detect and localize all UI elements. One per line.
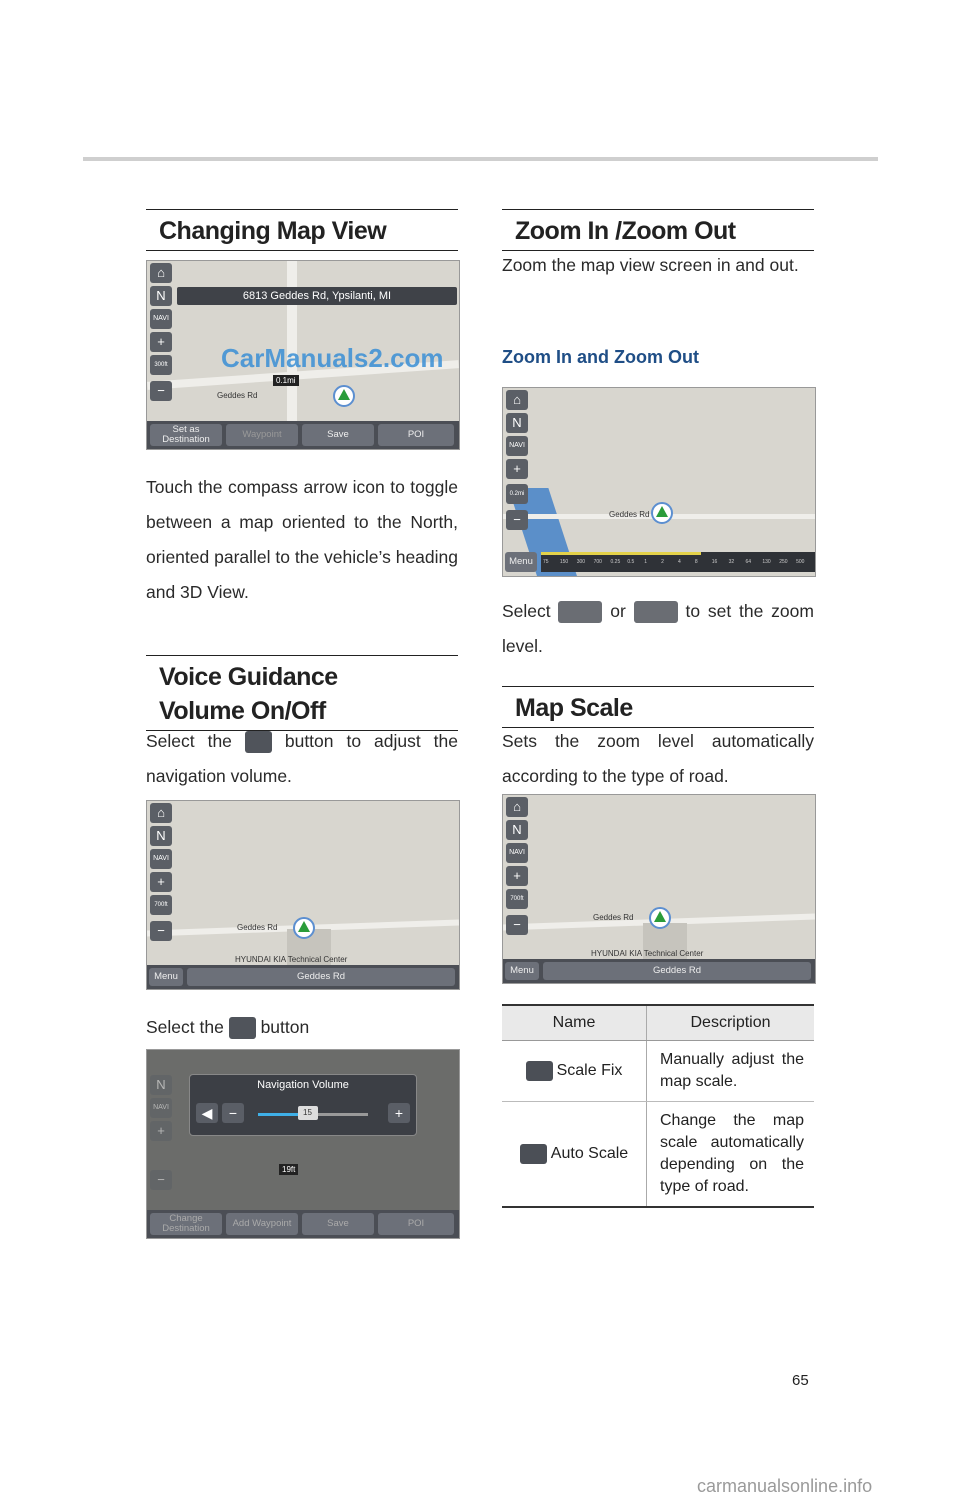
menu-button[interactable]: Menu xyxy=(149,968,183,986)
title-line2: Volume On/Off xyxy=(159,697,326,725)
volume-slider[interactable] xyxy=(258,1108,368,1117)
scale-tick[interactable]: 75 xyxy=(543,559,549,565)
table-row xyxy=(502,1041,814,1102)
waypoint-button[interactable]: Waypoint xyxy=(226,424,298,446)
table-row xyxy=(502,1102,814,1208)
text: or xyxy=(610,601,626,621)
vehicle-arrow-icon xyxy=(293,917,315,939)
navi-volume-icon[interactable]: NAVI xyxy=(150,309,172,329)
scale-icon[interactable]: 300ft xyxy=(150,355,172,375)
poi-button[interactable]: POI xyxy=(378,1213,454,1235)
footer-watermark: carmanualsonline.info xyxy=(697,1476,873,1496)
menu-button[interactable]: Menu xyxy=(505,552,537,572)
text: button to adjust the navigation volume. xyxy=(146,731,458,786)
scale-tick[interactable]: 32 xyxy=(728,559,735,565)
text: Select the xyxy=(146,1017,224,1037)
home-icon[interactable]: ⌂ xyxy=(506,390,528,410)
volume-down-button[interactable]: − xyxy=(222,1103,244,1123)
table-cell-name xyxy=(502,1102,647,1208)
scale-tick[interactable]: 250 xyxy=(779,559,788,565)
volume-map-screenshot xyxy=(146,800,460,990)
speaker-icon[interactable]: ◀ xyxy=(196,1103,218,1123)
distance-label: 0.1mi xyxy=(273,375,299,386)
menu-button[interactable]: Menu xyxy=(505,962,539,980)
zoom-out-icon[interactable]: − xyxy=(150,381,172,401)
change-destination-button[interactable]: Change Destination xyxy=(150,1213,222,1235)
top-rule xyxy=(83,157,878,161)
section-title-zoom: Zoom In /Zoom Out xyxy=(502,209,814,251)
navigation-volume-popup xyxy=(189,1074,417,1136)
vehicle-arrow-icon xyxy=(333,385,355,407)
popup-title: Navigation Volume xyxy=(257,1079,349,1091)
section-title-changing-map-view: Changing Map View xyxy=(146,209,458,251)
distance-label: 19ft xyxy=(279,1164,298,1175)
navi-volume-icon: NAVI xyxy=(150,1098,172,1118)
navi-volume-icon xyxy=(245,731,272,753)
road-label: Geddes Rd xyxy=(593,913,634,922)
poi-label: HYUNDAI KIA Technical Center xyxy=(235,955,348,964)
scale-tick[interactable]: 300 xyxy=(576,559,586,565)
zoom-out-button-icon xyxy=(634,601,678,623)
section-title-voice-guidance xyxy=(146,655,458,731)
zoom-in-icon[interactable]: + xyxy=(150,872,172,892)
navigation-volume-screenshot xyxy=(146,1049,460,1239)
paragraph-volume xyxy=(146,724,458,794)
navi-volume-icon[interactable]: NAVI xyxy=(506,436,528,456)
scale-icon[interactable]: 700ft xyxy=(150,895,172,915)
zoom-in-icon[interactable]: + xyxy=(506,866,528,886)
scale-tick[interactable]: 16 xyxy=(711,559,718,565)
text: button xyxy=(260,1017,310,1037)
page-number: 65 xyxy=(792,1372,809,1389)
volume-up-button[interactable]: + xyxy=(388,1103,410,1123)
auto-scale-label: Auto Scale xyxy=(550,1145,629,1163)
title-line1: Voice Guidance xyxy=(159,663,338,691)
scale-tick[interactable]: 2 xyxy=(661,559,664,565)
compass-icon: N xyxy=(150,1075,172,1095)
zoom-in-icon[interactable]: + xyxy=(506,459,528,479)
zoom-out-icon[interactable]: − xyxy=(506,510,528,530)
scale-tick[interactable]: 0.25 xyxy=(610,559,621,565)
bottom-bar xyxy=(147,1210,459,1238)
scale-tick[interactable]: 130 xyxy=(762,559,771,565)
vehicle-arrow-icon xyxy=(649,907,671,929)
paragraph-zoom: Zoom the map view screen in and out. xyxy=(502,255,799,275)
table-cell-desc: Change the map scale automatically depending on the type of road. xyxy=(647,1102,815,1208)
traffic-bar xyxy=(541,552,701,555)
table-header-row xyxy=(502,1005,814,1041)
current-street: Geddes Rd xyxy=(543,962,811,980)
paragraph-compass: Touch the compass arrow icon to toggle between a map oriented to the North, oriented parallel to the vehicle’s heading and 3D View. xyxy=(146,477,458,602)
zoom-in-button-icon xyxy=(558,601,602,623)
scale-icon[interactable]: 700ft xyxy=(506,889,528,909)
scale-tick[interactable]: 700 xyxy=(593,559,602,565)
add-waypoint-button[interactable]: Add Waypoint xyxy=(226,1213,298,1235)
zoom-in-icon: + xyxy=(150,1121,172,1141)
bottom-bar xyxy=(503,959,815,983)
navi-volume-icon xyxy=(229,1017,256,1039)
zoom-scale-bar[interactable] xyxy=(541,552,815,572)
scale-tick[interactable]: 0.5 xyxy=(627,559,635,565)
poi-label: HYUNDAI KIA Technical Center xyxy=(591,949,704,958)
subheading-zoom: Zoom In and Zoom Out xyxy=(502,347,699,367)
set-destination-button[interactable]: Set as Destination xyxy=(150,424,222,446)
paragraph-map-scale: Sets the zoom level automatically according to the type of road. xyxy=(502,731,814,786)
scale-tick[interactable]: 150 xyxy=(559,559,569,565)
bottom-bar xyxy=(147,421,459,449)
map-view-screenshot xyxy=(146,260,460,450)
home-icon[interactable]: ⌂ xyxy=(506,797,528,817)
select-button-line xyxy=(146,1010,458,1045)
road-label: Geddes Rd xyxy=(237,923,278,932)
save-button[interactable]: Save xyxy=(302,1213,374,1235)
road-label: Geddes Rd xyxy=(217,391,258,400)
section-title-map-scale: Map Scale xyxy=(502,686,814,728)
header-description: Description xyxy=(647,1005,815,1041)
navi-volume-icon[interactable]: NAVI xyxy=(150,849,172,869)
compass-icon[interactable]: N xyxy=(150,286,172,306)
scale-fix-label: Scale Fix xyxy=(556,1062,623,1080)
auto-scale-icon xyxy=(520,1144,547,1164)
navi-volume-icon[interactable]: NAVI xyxy=(506,843,528,863)
text: Select the xyxy=(146,731,232,751)
road xyxy=(287,261,297,421)
road-label: Geddes Rd xyxy=(609,510,650,519)
bottom-bar xyxy=(147,965,459,989)
scale-fix-icon xyxy=(526,1061,553,1081)
home-icon[interactable]: ⌂ xyxy=(150,803,172,823)
text: Select xyxy=(502,601,551,621)
zoom-in-icon[interactable]: + xyxy=(150,332,172,352)
scale-tick[interactable]: 4 xyxy=(678,559,681,565)
zoom-screenshot xyxy=(502,387,816,577)
table-cell-name xyxy=(502,1041,647,1102)
table-cell-desc: Manually adjust the map scale. xyxy=(647,1041,815,1102)
map-scale-screenshot xyxy=(502,794,816,984)
scale-icon[interactable]: 0.2mi xyxy=(506,484,528,504)
scale-tick[interactable]: 64 xyxy=(745,559,752,565)
map-scale-table xyxy=(502,1004,814,1208)
zoom-out-icon: − xyxy=(150,1170,172,1190)
compass-icon[interactable]: N xyxy=(506,820,528,840)
text: to set the zoom level. xyxy=(502,601,814,656)
zoom-out-icon[interactable]: − xyxy=(150,921,172,941)
save-button[interactable]: Save xyxy=(302,424,374,446)
volume-knob[interactable]: 15 xyxy=(298,1106,318,1120)
image-watermark: CarManuals2.com xyxy=(221,343,444,373)
scale-tick[interactable]: 500 xyxy=(796,559,805,565)
scale-tick[interactable]: 8 xyxy=(694,559,698,565)
scale-tick[interactable]: 1 xyxy=(644,559,648,565)
header-name: Name xyxy=(502,1005,647,1041)
vehicle-arrow-icon xyxy=(651,502,673,524)
address-bar: 6813 Geddes Rd, Ypsilanti, MI xyxy=(177,287,457,305)
zoom-out-icon[interactable]: − xyxy=(506,915,528,935)
select-zoom-line xyxy=(502,594,814,664)
compass-icon[interactable]: N xyxy=(150,826,172,846)
compass-icon[interactable]: N xyxy=(506,413,528,433)
poi-button[interactable]: POI xyxy=(378,424,454,446)
current-street: Geddes Rd xyxy=(187,968,455,986)
home-icon[interactable]: ⌂ xyxy=(150,263,172,283)
